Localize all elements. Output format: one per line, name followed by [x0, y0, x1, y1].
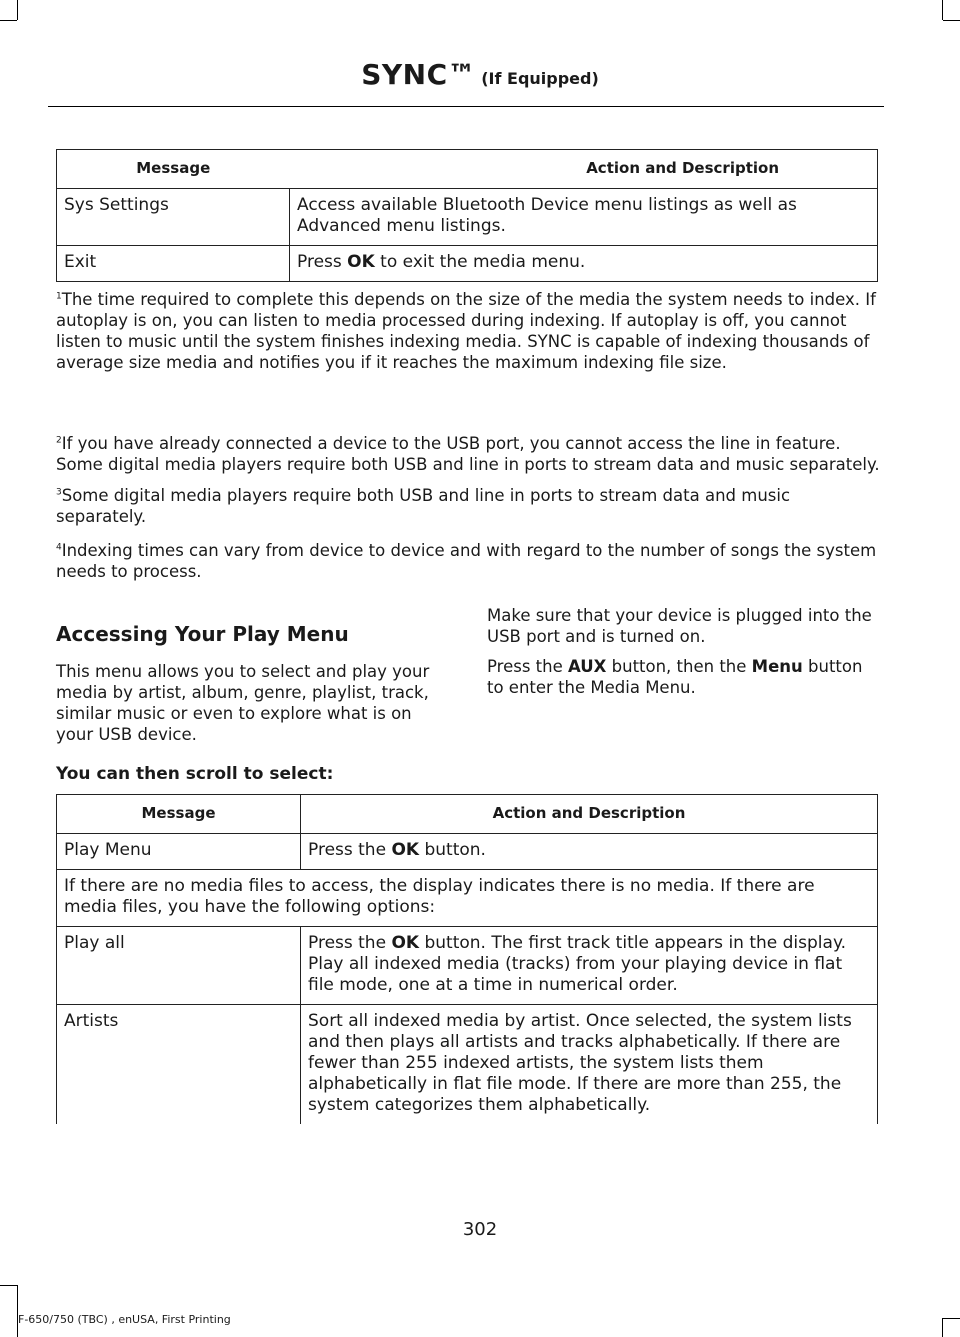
- table-header-row: [57, 795, 878, 834]
- action-cell: Access available Bluetooth Device menu listings as well as Advanced menu listings.: [290, 189, 878, 246]
- action-cell: Press the OK button. The first track title appears in the display. Play all indexed media (tracks) from your playing device in flat file mode, one at a time in numerical order.: [301, 927, 878, 1005]
- footnote: $^3$Some digital media players require both USB and line in ports to stream data and music separately.: [56, 486, 791, 526]
- page-number: 302: [462, 1219, 498, 1240]
- table-row: [57, 927, 878, 1005]
- message-table-1: [56, 149, 878, 282]
- action-cell: Press the OK button.: [301, 834, 878, 870]
- intro-paragraph: This menu allows you to select and play your media by artist, album, genre, playlist, track, similar music or even to explore what is on your USB device.: [56, 662, 430, 744]
- crop-mark: [942, 0, 943, 20]
- message-table-2: [56, 794, 878, 1124]
- print-footer: F-650/750 (TBC) , enUSA, First Printing: [18, 1313, 231, 1326]
- table-row: [57, 834, 878, 870]
- message-cell: Play Menu: [57, 834, 301, 870]
- crop-mark: [0, 20, 17, 21]
- header-divider: [48, 106, 884, 107]
- table-row: [57, 870, 878, 927]
- action-cell: Press OK to exit the media menu.: [290, 246, 878, 282]
- header-title: SYNC™: [361, 58, 477, 91]
- message-cell: Play all: [57, 927, 301, 1005]
- table-header-row: [57, 150, 878, 189]
- table-row: [57, 189, 878, 246]
- instruction-paragraph: Press the AUX button, then the Menu button to enter the Media Menu.: [487, 657, 863, 697]
- footnote: $^4$Indexing times can vary from device to device and with regard to the number of songs the system needs to process.: [56, 541, 877, 581]
- crop-mark: [0, 1285, 17, 1286]
- action-cell: Sort all indexed media by artist. Once selected, the system lists and then plays all artists and tracks alphabetically. If there are fewer than 255 indexed artists, the system lists them alphabetically in flat file mode. If there are more than 255, the system categorizes them alphabetically.: [301, 1005, 878, 1125]
- message-cell: Sys Settings: [57, 189, 290, 246]
- message-cell: Exit: [57, 246, 290, 282]
- footnote: $^1$The time required to complete this depends on the size of the media the system needs to index. If autoplay is on, you can listen to media processed during indexing. If autoplay is off, you cannot listen to music until the system finishes indexing media. SYNC is capable of indexing thousands of average size media and notifies you if it reaches the maximum indexing file size.: [56, 290, 876, 372]
- column-header: Action and Description: [290, 150, 878, 189]
- table-row: [57, 246, 878, 282]
- crop-mark: [943, 1318, 960, 1319]
- column-header: Message: [57, 795, 301, 834]
- column-header: Message: [57, 150, 290, 189]
- crop-mark: [17, 1285, 18, 1337]
- table-row: [57, 1005, 878, 1125]
- section-heading: Accessing Your Play Menu: [56, 622, 349, 646]
- crop-mark: [17, 0, 18, 20]
- footnote: $^2$If you have already connected a device to the USB port, you cannot access the line in feature. Some digital media players require both USB and line in ports to stream data and music separately.: [56, 434, 880, 474]
- header-subtitle: (If Equipped): [481, 69, 599, 88]
- column-header: Action and Description: [301, 795, 878, 834]
- message-cell: Artists: [57, 1005, 301, 1125]
- instruction-paragraph: Make sure that your device is plugged into the USB port and is turned on.: [487, 606, 872, 646]
- note-cell: If there are no media files to access, the display indicates there is no media. If there are media files, you have the following options:: [57, 870, 878, 927]
- page-header: [0, 58, 960, 91]
- crop-mark: [943, 20, 960, 21]
- table-intro-heading: You can then scroll to select:: [56, 764, 334, 784]
- crop-mark: [942, 1318, 943, 1337]
